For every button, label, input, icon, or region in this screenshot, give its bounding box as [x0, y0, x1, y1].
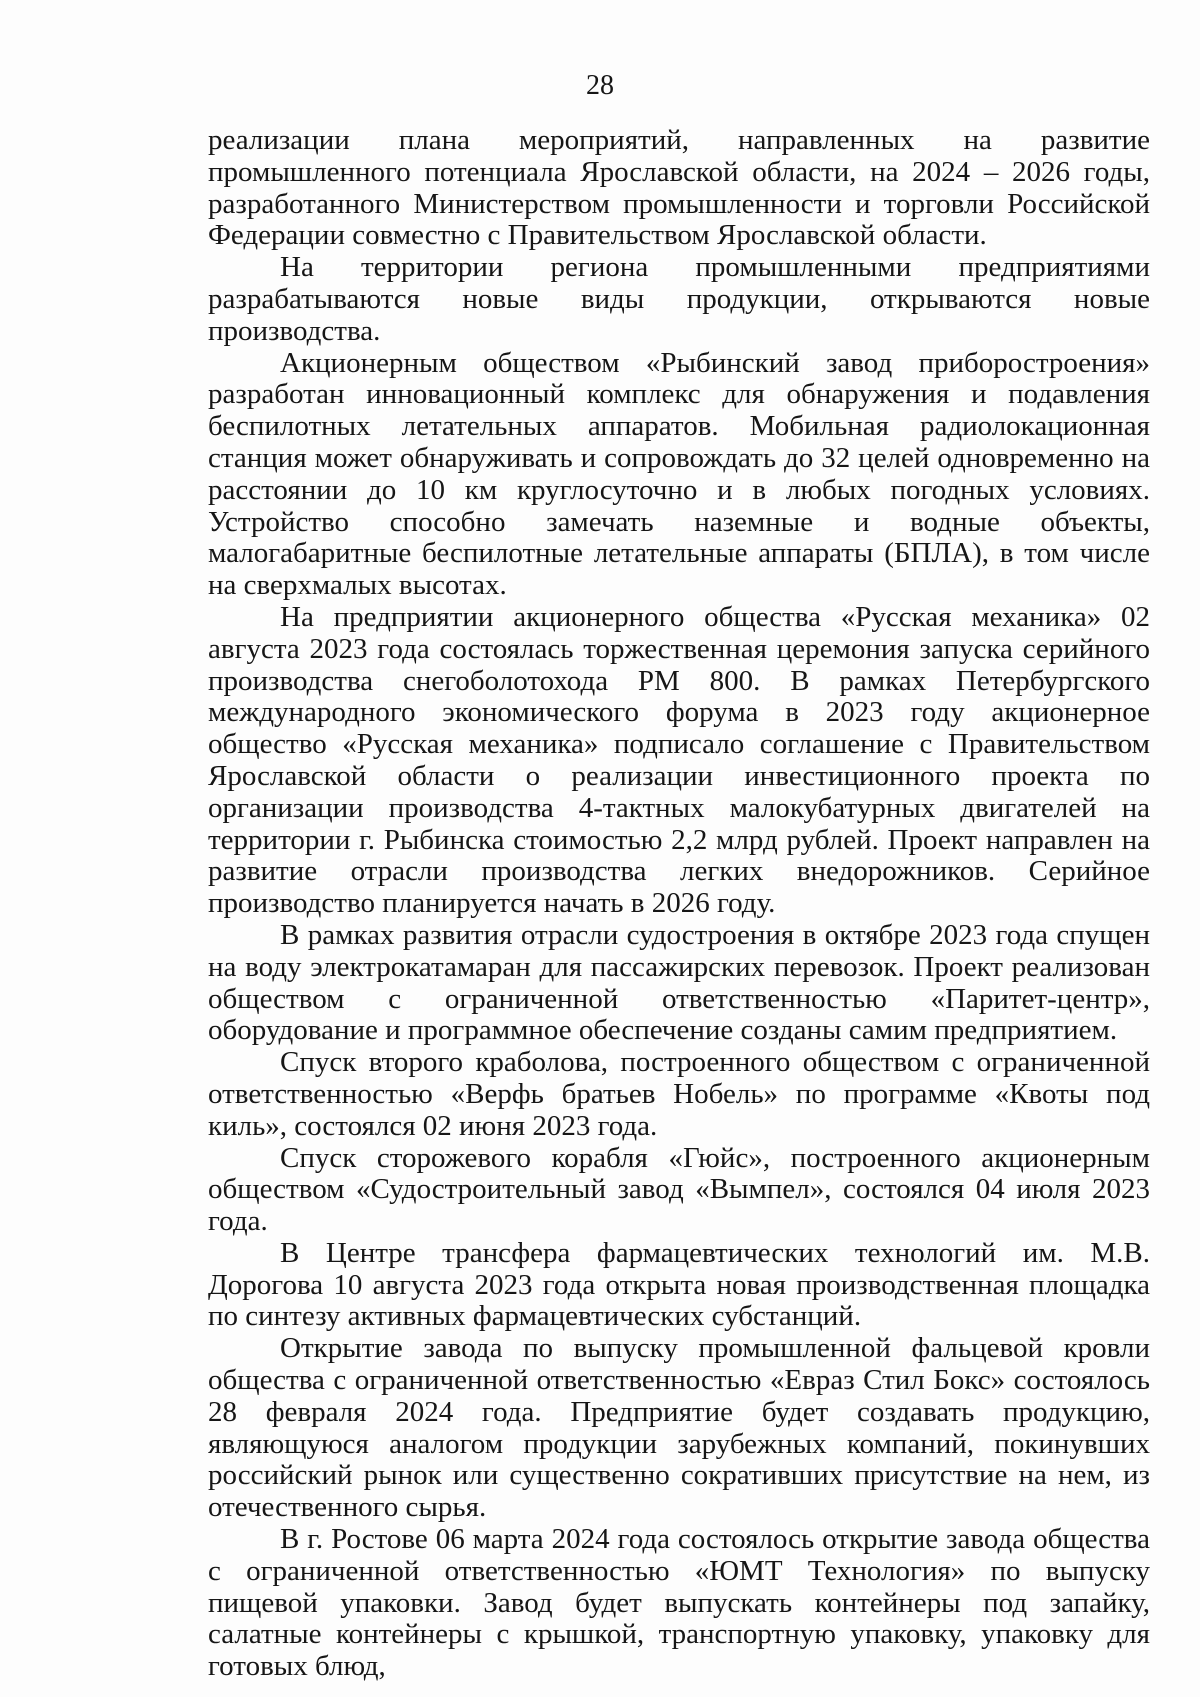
- paragraph-guard-ship: Спуск сторожевого корабля «Гюйс», построенного акционерным обществом «Судостроительный завод «Вымпел», состоялся 04 июля 2023 года.: [208, 1141, 1150, 1238]
- paragraph-evraz-steel-box: Открытие завода по выпуску промышленной фальцевой кровли общества с ограниченной ответственностью «Евраз Стил Бокс» состоялось 28 февраля 2024 года. Предприятие будет создавать продукцию, являющуюся аналогом продукции зарубежных компаний, покинувших российский рынок или существенно сокративших присутствие на нем, из отечественного сырья.: [208, 1332, 1150, 1524]
- page-number: 28: [586, 70, 614, 101]
- paragraph-continuation: реализации плана мероприятий, направленных на развитие промышленного потенциала Ярославской области, на 2024 – 2026 годы, разработанного Министерством промышленности и торговли Российской Федерации совместно с Правительством Ярославской области.: [208, 124, 1150, 252]
- paragraph-electrocatamaran: В рамках развития отрасли судостроения в октябре 2023 года спущен на воду электрокатамаран для пассажирских перевозок. Проект реализован обществом с ограниченной ответственностью «Паритет-центр», оборудование и программное обеспечение созданы самим предприятием.: [208, 918, 1150, 1047]
- paragraph-umt-technology: В г. Ростове 06 марта 2024 года состоялось открытие завода общества с ограниченной ответственностью «ЮМТ Технология» по выпуску пищевой упаковки. Завод будет выпускать контейнеры под запайку, салатные контейнеры с крышкой, транспортную упаковку, упаковку для готовых блюд,: [208, 1523, 1150, 1683]
- paragraph-pharma-center: В Центре трансфера фармацевтических технологий им. М.В. Дорогова 10 августа 2023 года открыта новая производственная площадка по синтезу активных фармацевтических субстанций.: [208, 1236, 1150, 1333]
- paragraph-rybinsk-instruments: Акционерным обществом «Рыбинский завод приборостроения» разработан инновационный комплекс для обнаружения и подавления беспилотных летательных аппаратов. Мобильная радиолокационная станция может обнаруживать и сопровождать до 32 целей одновременно на расстоянии до 10 км круглосуточно и в любых погодных условиях. Устройство способно замечать наземные и водные объекты, малогабаритные беспилотные летательные аппараты (БПЛА), в том числе на сверхмалых высотах.: [208, 346, 1150, 602]
- paragraph-crab-catcher: Спуск второго краболова, построенного обществом с ограниченной ответственностью «Верфь братьев Нобель» по программе «Квоты под киль», состоялся 02 июня 2023 года.: [208, 1046, 1150, 1142]
- paragraph-new-products: На территории региона промышленными предприятиями разрабатываются новые виды продукции, открываются новые производства.: [208, 251, 1150, 347]
- document-body: [208, 125, 1150, 1683]
- paragraph-russian-mechanics: На предприятии акционерного общества «Русская механика» 02 августа 2023 года состоялась торжественная церемония запуска серийного производства снегоболотохода РМ 800. В рамках Петербургского международного экономического форума в 2023 году акционерное общество «Русская механика» подписало соглашение с Правительством Ярославской области о реализации инвестиционного проекта по организации производства 4-тактных малокубатурных двигателей на территории г. Рыбинска стоимостью 2,2 млрд рублей. Проект направлен на развитие отрасли производства легких внедорожников. Серийное производство планируется начать в 2026 году.: [208, 600, 1150, 920]
